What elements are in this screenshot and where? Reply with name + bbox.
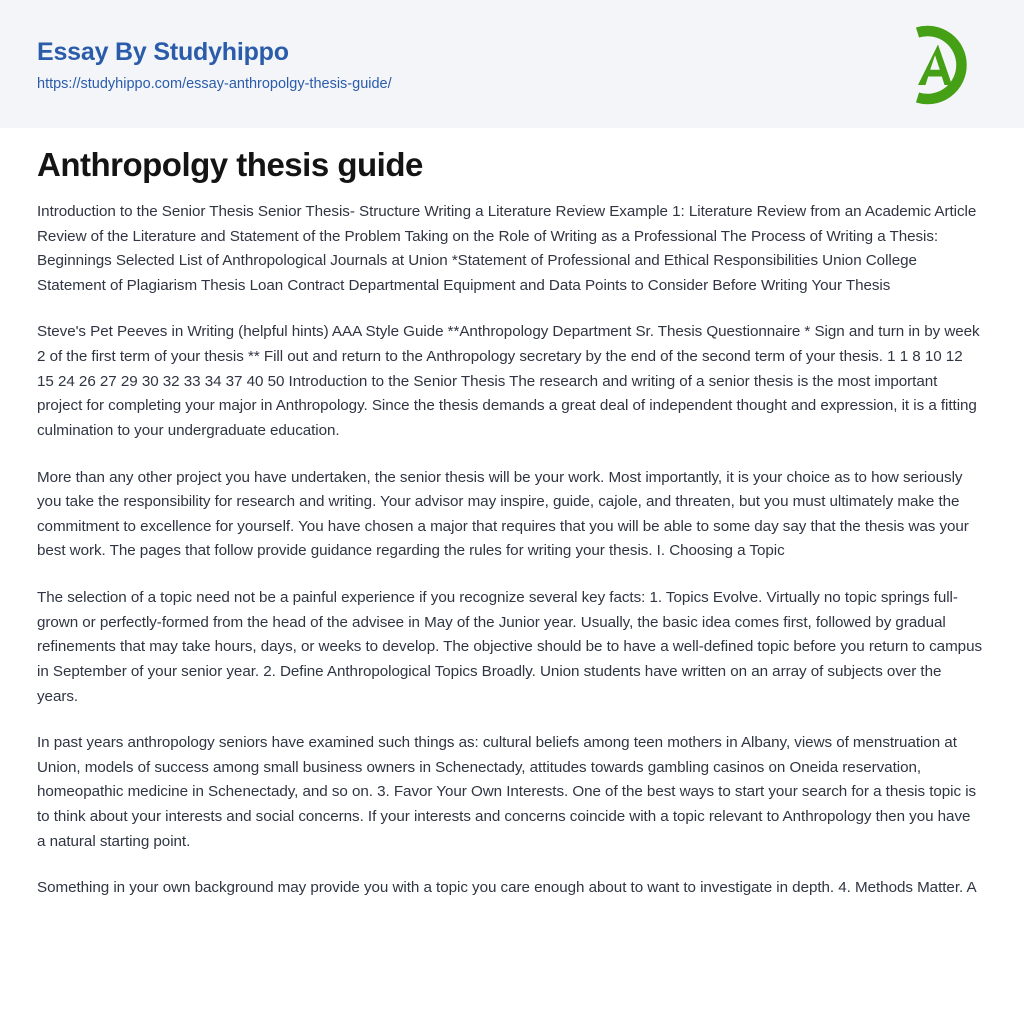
article-paragraph: The selection of a topic need not be a painful experience if you recognize several key facts: 1. Topics Evolve. Virtually no topic springs full-grown or perfectly-formed from the head of the advisee in May of the Junior year. Usually, the basic idea comes first, followed by gradual refinements that may take hours, days, or weeks to develop. The objective should be to have a well-defined topic before you return to campus in September of your senior year. 2. Define Anthropological Topics Broadly. Union students have written on an array of subjects over the years. (37, 589, 983, 705)
article-paragraph: In past years anthropology seniors have examined such things as: cultural beliefs among teen mothers in Albany, views of menstruation at Union, models of success among small business owners in Schenectady, attitudes towards gambling casinos on Oneida reservation, homeopathic medicine in Schenectady, and so on. 3. Favor Your Own Interests. One of the best ways to start your search for a thesis topic is to think about your interests and social concerns. If your interests and concerns coincide with a topic relevant to Anthropology then you have a natural starting point. (37, 734, 977, 850)
article-paragraph: Introduction to the Senior Thesis Senior Thesis- Structure Writing a Literature Review Example 1: Literature Review from an Academic Article Review of the Literature and Statement of the Problem Taking on the Role of Writing as a Professional The Process of Writing a Thesis: Beginnings Selected List of Anthropological Journals at Union *Statement of Professional and Ethical Responsibilities Union College Statement of Plagiarism Thesis Loan Contract Departmental Equipment and Data Points to Consider Before Writing Your Thesis (37, 202, 977, 294)
article-paragraph: Something in your own background may provide you with a topic you care enough about to want to investigate in depth. 4. Methods Matter. A (37, 879, 977, 897)
article-paragraph: Steve's Pet Peeves in Writing (helpful hints) AAA Style Guide **Anthropology Department Sr. Thesis Questionnaire * Sign and turn in by week 2 of the first term of your thesis ** Fill out and return to the Anthropology secretary by the end of the second term of your thesis. 1 1 8 10 12 15 24 26 27 29 30 32 33 34 37 40 50 Introduction to the Senior Thesis The research and writing of a senior thesis is the most important project for completing your major in Anthropology. Since the thesis demands a great deal of independent thought and expression, it is a fitting culmination to your undergraduate education. (37, 323, 980, 439)
page-header (0, 0, 1024, 128)
brand-block (37, 35, 392, 93)
source-url-link[interactable]: https://studyhippo.com/essay-anthropolgy-thesis-guide/ (37, 75, 392, 92)
brand-title: Essay By Studyhippo (37, 38, 289, 67)
article-paragraph: More than any other project you have undertaken, the senior thesis will be your work. Most importantly, it is your choice as to how seriously you take the responsibility for research and writing. Your advisor may inspire, guide, cajole, and threaten, but you must ultimately make the commitment to excellence for yourself. You have chosen a major that requires that you will be able to some day say that the thesis was your best work. The pages that follow provide guidance regarding the rules for writing your thesis. I. Choosing a Topic (37, 468, 969, 560)
page-title: Anthropolgy thesis guide (37, 146, 423, 183)
studyhippo-circle-a-logo-icon (890, 17, 986, 113)
article-body (37, 200, 982, 901)
article-container (0, 128, 1024, 901)
